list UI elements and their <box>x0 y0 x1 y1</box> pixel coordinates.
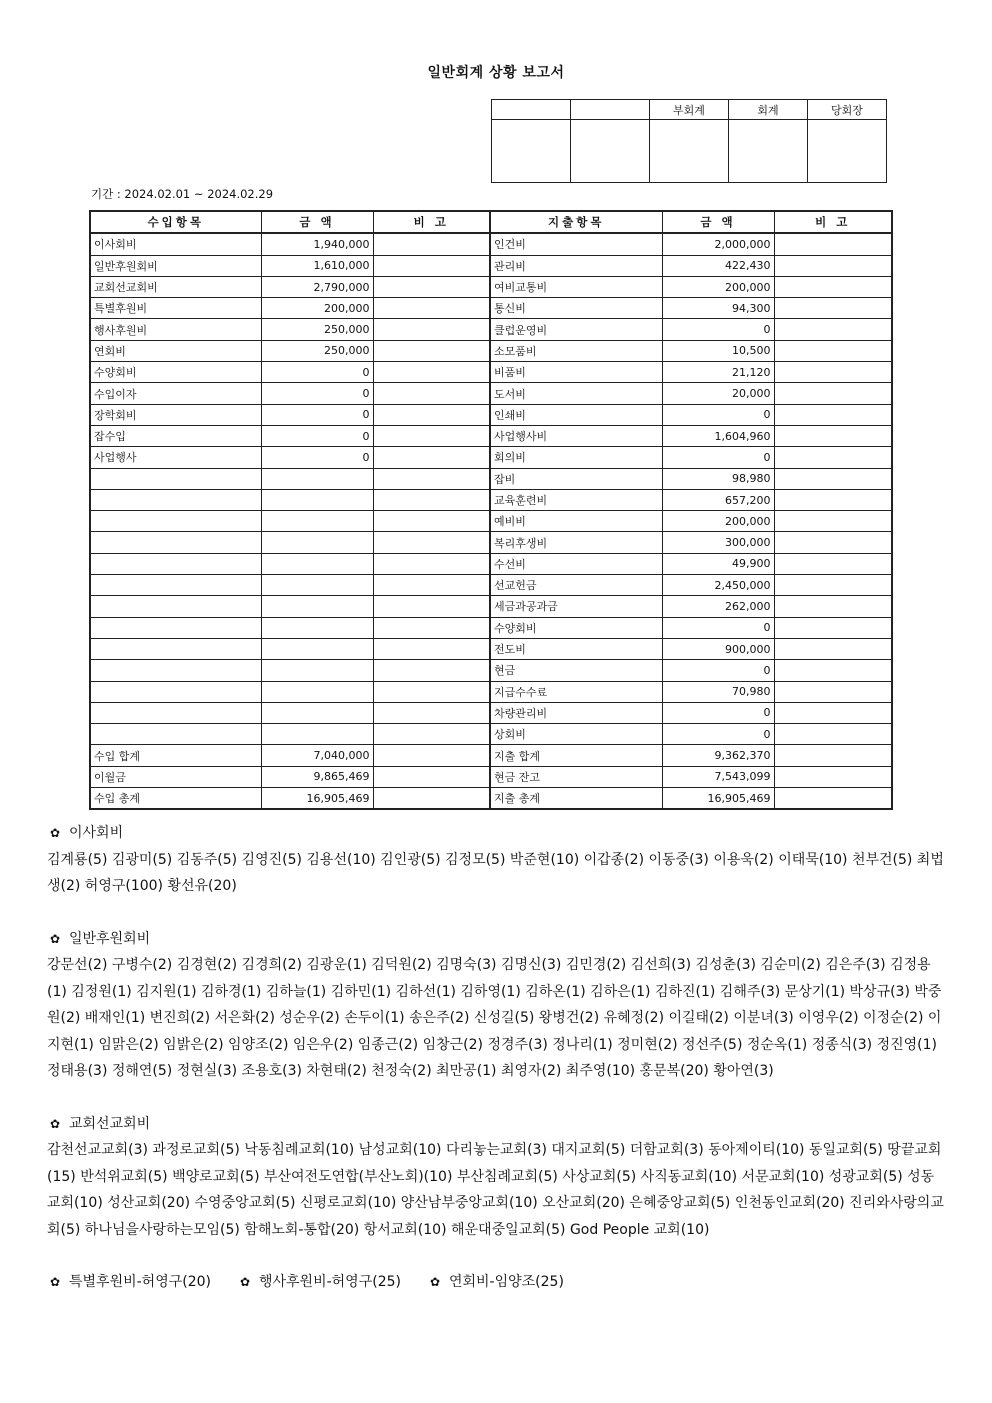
flower-icon: ✿ <box>50 931 61 946</box>
table-row <box>90 233 892 255</box>
income-item-cell: 행사후원비 <box>90 319 261 340</box>
col-header-income-amount: 금 액 <box>261 211 373 233</box>
income-item-cell: 장학회비 <box>90 404 261 425</box>
expense-amount-cell: 900,000 <box>662 638 774 659</box>
income-amount-cell: 200,000 <box>261 298 373 319</box>
income-note-cell <box>373 468 490 489</box>
table-row <box>90 468 892 489</box>
table-row <box>90 404 892 425</box>
inline-note-item: 특별후원비-허영구(20) <box>69 1274 211 1290</box>
expense-note-cell <box>774 660 892 681</box>
expense-note-cell <box>774 255 892 276</box>
note-body: 강문선(2) 구병수(2) 김경현(2) 김경희(2) 김광운(1) 김덕원(2) 김명숙(3) 김명신(3) 김민경(2) 김선희(3) 김성춘(3) 김순미(2) 김은주(3) 김정용(1) 김정원(1) 김지원(1) 김하경(1) 김하늘(1) 김하민(1) 김하선(1) 김하영(1) 김하온(1) 김하은(1) 김하진(1) 김해주(3) 문상기(1) 박상규(3) 박중원(2) 배재인(1) 변진희(2) 서은화(2) 성순우(2) 손두이(1) 송은주(2) 신성길(5) 왕병건(2) 유혜정(2) 이길태(2) 이분녀(3) 이영우(2) 이정순(2) 이지현(1) 임맑은(2) 임밝은(2) 임양조(2) 임은우(2) 임종근(2) 임창근(2) 정경주(3) 정나리(1) 정미현(2) 정선주(5) 정순옥(1) 정종식(3) 정진영(1) 정태용(3) 정해연(5) 정현실(3) 조용호(3) 차현태(2) 천정숙(2) 최만공(1) 최영자(2) 최주영(10) 홍문복(20) 황아연(3) <box>47 957 942 1079</box>
expense-amount-cell: 98,980 <box>662 468 774 489</box>
table-row <box>90 447 892 468</box>
approval-sign-cell <box>571 120 650 183</box>
expense-note-cell <box>774 383 892 404</box>
income-item-cell: 잡수입 <box>90 425 261 446</box>
income-note-cell <box>373 489 490 510</box>
expense-note-cell <box>774 425 892 446</box>
expense-amount-cell: 200,000 <box>662 511 774 532</box>
table-row <box>90 489 892 510</box>
expense-item-cell: 도서비 <box>490 383 662 404</box>
income-amount-cell: 250,000 <box>261 319 373 340</box>
table-row <box>90 425 892 446</box>
table-row <box>90 340 892 361</box>
flower-icon: ✿ <box>50 826 61 840</box>
expense-note-cell <box>774 553 892 574</box>
income-item-cell: 수입이자 <box>90 383 261 404</box>
income-item-cell <box>90 532 261 553</box>
income-item-cell: 이월금 <box>90 766 261 787</box>
income-item-cell <box>90 553 261 574</box>
income-item-cell <box>90 596 261 617</box>
table-row <box>90 511 892 532</box>
income-note-cell <box>373 532 490 553</box>
income-amount-cell: 16,905,469 <box>261 788 373 810</box>
expense-note-cell <box>774 298 892 319</box>
table-row <box>90 617 892 638</box>
income-note-cell <box>373 553 490 574</box>
table-row <box>90 553 892 574</box>
expense-note-cell <box>774 489 892 510</box>
table-row <box>90 319 892 340</box>
expense-amount-cell: 49,900 <box>662 553 774 574</box>
inline-notes <box>47 1269 947 1296</box>
expense-amount-cell: 200,000 <box>662 276 774 297</box>
note-heading-label: 이사회비 <box>69 825 124 841</box>
flower-icon: ✿ <box>50 1275 61 1289</box>
income-amount-cell: 0 <box>261 383 373 404</box>
income-item-cell: 특별후원비 <box>90 298 261 319</box>
income-amount-cell <box>261 553 373 574</box>
page-title: 일반회계 상황 보고서 <box>427 65 565 81</box>
expense-item-cell: 현금 <box>490 660 662 681</box>
table-row <box>90 255 892 276</box>
approval-sign-cell <box>492 120 571 183</box>
approval-header: 회계 <box>729 100 808 120</box>
notes-section <box>47 820 947 1296</box>
income-amount-cell: 0 <box>261 447 373 468</box>
approval-sign-cell <box>808 120 887 183</box>
income-item-cell: 일반후원회비 <box>90 255 261 276</box>
expense-note-cell <box>774 404 892 425</box>
income-note-cell <box>373 511 490 532</box>
income-amount-cell: 1,610,000 <box>261 255 373 276</box>
note-heading-label: 일반후원회비 <box>69 930 151 947</box>
expense-note-cell <box>774 681 892 702</box>
income-note-cell <box>373 702 490 723</box>
expense-item-cell: 통신비 <box>490 298 662 319</box>
expense-note-cell <box>774 596 892 617</box>
inline-note-item: 행사후원비-허영구(25) <box>258 1274 401 1290</box>
approval-header <box>492 100 571 120</box>
expense-note-cell <box>774 340 892 361</box>
expense-item-cell: 현금 잔고 <box>490 766 662 787</box>
expense-item-cell: 복리후생비 <box>490 532 662 553</box>
expense-amount-cell: 70,980 <box>662 681 774 702</box>
col-header-expense-note: 비 고 <box>774 211 892 233</box>
table-row <box>90 788 892 810</box>
expense-item-cell: 관리비 <box>490 255 662 276</box>
income-amount-cell <box>261 575 373 596</box>
income-item-cell <box>90 702 261 723</box>
note-heading <box>47 1111 947 1138</box>
note-heading <box>47 820 947 847</box>
expense-amount-cell: 0 <box>662 660 774 681</box>
expense-amount-cell: 0 <box>662 319 774 340</box>
expense-amount-cell: 1,604,960 <box>662 425 774 446</box>
flower-icon: ✿ <box>239 1275 251 1289</box>
table-row <box>90 596 892 617</box>
income-amount-cell: 7,040,000 <box>261 745 373 766</box>
table-row <box>90 575 892 596</box>
expense-amount-cell: 20,000 <box>662 383 774 404</box>
income-note-cell <box>373 638 490 659</box>
note-heading-label: 교회선교회비 <box>69 1115 151 1132</box>
expense-note-cell <box>774 702 892 723</box>
expense-note-cell <box>774 319 892 340</box>
table-row <box>90 702 892 723</box>
col-header-expense-item: 지출항목 <box>490 211 662 233</box>
income-note-cell <box>373 788 490 810</box>
expense-amount-cell: 7,543,099 <box>662 766 774 787</box>
income-amount-cell <box>261 681 373 702</box>
table-row <box>90 298 892 319</box>
flower-icon: ✿ <box>50 1116 61 1131</box>
expense-amount-cell: 0 <box>662 617 774 638</box>
expense-amount-cell: 9,362,370 <box>662 745 774 766</box>
income-amount-cell: 250,000 <box>261 340 373 361</box>
expense-item-cell: 인쇄비 <box>490 404 662 425</box>
expense-amount-cell: 16,905,469 <box>662 788 774 810</box>
expense-amount-cell: 0 <box>662 724 774 745</box>
expense-item-cell: 클럽운영비 <box>490 319 662 340</box>
expense-item-cell: 교육훈련비 <box>490 489 662 510</box>
col-header-income-item: 수입항목 <box>90 211 261 233</box>
expense-item-cell: 선교헌금 <box>490 575 662 596</box>
income-item-cell <box>90 660 261 681</box>
ledger-table <box>89 210 893 810</box>
expense-note-cell <box>774 447 892 468</box>
income-amount-cell <box>261 660 373 681</box>
expense-amount-cell: 0 <box>662 404 774 425</box>
income-item-cell <box>90 575 261 596</box>
income-amount-cell <box>261 617 373 638</box>
approval-sign-cell <box>729 120 808 183</box>
table-row <box>90 532 892 553</box>
expense-note-cell <box>774 638 892 659</box>
income-amount-cell: 2,790,000 <box>261 276 373 297</box>
income-amount-cell <box>261 702 373 723</box>
note-heading <box>47 926 947 953</box>
expense-amount-cell: 300,000 <box>662 532 774 553</box>
approval-header: 당회장 <box>808 100 887 120</box>
income-amount-cell <box>261 724 373 745</box>
income-item-cell <box>90 617 261 638</box>
expense-item-cell: 세금과공과금 <box>490 596 662 617</box>
income-amount-cell <box>261 532 373 553</box>
income-item-cell: 연회비 <box>90 340 261 361</box>
approval-header: 부회계 <box>650 100 729 120</box>
income-amount-cell: 9,865,469 <box>261 766 373 787</box>
report-period: 기간 : 2024.02.01 ~ 2024.02.29 <box>91 187 274 201</box>
expense-item-cell: 잡비 <box>490 468 662 489</box>
income-note-cell <box>373 575 490 596</box>
income-item-cell <box>90 511 261 532</box>
expense-item-cell: 지출 총계 <box>490 788 662 810</box>
note-body: 감천선교교회(3) 과정로교회(5) 낙동침례교회(10) 남성교회(10) 다리놓는교회(3) 대지교회(5) 더함교회(3) 동아제이티(10) 동일교회(5) 땅끝교회(15) 반석위교회(5) 백양로교회(5) 부산여전도연합(부산노회)(10) 부산침례교회(5) 사상교회(5) 사직동교회(10) 서문교회(10) 성광교회(5) 성동교회(10) 성산교회(20) 수영중앙교회(5) 신평로교회(10) 양산남부중앙교회(10) 오산교회(20) 은혜중앙교회(5) 인천동인교회(20) 진리와사랑의교회(5) 하나님을사랑하는모임(5) 함해노회-통합(20) 항서교회(10) 해운대중일교회(5) God People 교회(10) <box>47 1142 944 1238</box>
expense-note-cell <box>774 575 892 596</box>
income-note-cell <box>373 766 490 787</box>
expense-item-cell: 비품비 <box>490 362 662 383</box>
table-row <box>90 660 892 681</box>
expense-item-cell: 소모품비 <box>490 340 662 361</box>
expense-note-cell <box>774 362 892 383</box>
table-row <box>90 362 892 383</box>
expense-item-cell: 인건비 <box>490 233 662 255</box>
expense-item-cell: 여비교통비 <box>490 276 662 297</box>
income-note-cell <box>373 660 490 681</box>
income-amount-cell <box>261 511 373 532</box>
col-header-expense-amount: 금 액 <box>662 211 774 233</box>
income-amount-cell <box>261 468 373 489</box>
approval-header <box>571 100 650 120</box>
income-note-cell <box>373 340 490 361</box>
approval-sign-cell <box>650 120 729 183</box>
expense-amount-cell: 21,120 <box>662 362 774 383</box>
income-note-cell <box>373 255 490 276</box>
note-body: 김계룡(5) 김광미(5) 김동주(5) 김영진(5) 김용선(10) 김인광(5) 김정모(5) 박준현(10) 이갑종(2) 이동중(3) 이용욱(2) 이태묵(10) 천부건(5) 최법생(2) 허영구(100) 황선유(20) <box>47 851 944 894</box>
income-note-cell <box>373 383 490 404</box>
income-item-cell <box>90 468 261 489</box>
income-note-cell <box>373 596 490 617</box>
expense-note-cell <box>774 788 892 810</box>
expense-amount-cell: 2,000,000 <box>662 233 774 255</box>
expense-note-cell <box>774 724 892 745</box>
expense-note-cell <box>774 233 892 255</box>
expense-item-cell: 회의비 <box>490 447 662 468</box>
income-note-cell <box>373 724 490 745</box>
income-note-cell <box>373 319 490 340</box>
expense-note-cell <box>774 511 892 532</box>
income-note-cell <box>373 404 490 425</box>
income-item-cell <box>90 681 261 702</box>
table-row <box>90 383 892 404</box>
income-note-cell <box>373 425 490 446</box>
expense-amount-cell: 422,430 <box>662 255 774 276</box>
income-note-cell <box>373 447 490 468</box>
income-note-cell <box>373 745 490 766</box>
income-item-cell: 수입 합계 <box>90 745 261 766</box>
expense-item-cell: 차량관리비 <box>490 702 662 723</box>
expense-amount-cell: 10,500 <box>662 340 774 361</box>
income-amount-cell: 0 <box>261 425 373 446</box>
expense-amount-cell: 94,300 <box>662 298 774 319</box>
table-row <box>90 724 892 745</box>
expense-note-cell <box>774 617 892 638</box>
income-item-cell <box>90 638 261 659</box>
col-header-income-note: 비 고 <box>373 211 490 233</box>
expense-note-cell <box>774 468 892 489</box>
expense-item-cell: 전도비 <box>490 638 662 659</box>
income-item-cell: 교회선교회비 <box>90 276 261 297</box>
expense-item-cell: 예비비 <box>490 511 662 532</box>
income-amount-cell: 0 <box>261 362 373 383</box>
expense-item-cell: 상회비 <box>490 724 662 745</box>
income-note-cell <box>373 276 490 297</box>
expense-note-cell <box>774 766 892 787</box>
income-amount-cell <box>261 489 373 510</box>
expense-item-cell: 수선비 <box>490 553 662 574</box>
expense-item-cell: 수양회비 <box>490 617 662 638</box>
expense-note-cell <box>774 276 892 297</box>
expense-note-cell <box>774 745 892 766</box>
expense-item-cell: 지급수수료 <box>490 681 662 702</box>
table-row <box>90 638 892 659</box>
income-note-cell <box>373 362 490 383</box>
expense-amount-cell: 2,450,000 <box>662 575 774 596</box>
expense-amount-cell: 0 <box>662 447 774 468</box>
expense-item-cell: 지출 합계 <box>490 745 662 766</box>
expense-item-cell: 사업행사비 <box>490 425 662 446</box>
table-row <box>90 276 892 297</box>
table-row <box>90 681 892 702</box>
income-note-cell <box>373 617 490 638</box>
income-item-cell <box>90 724 261 745</box>
expense-amount-cell: 262,000 <box>662 596 774 617</box>
income-amount-cell: 1,940,000 <box>261 233 373 255</box>
expense-amount-cell: 657,200 <box>662 489 774 510</box>
income-amount-cell <box>261 638 373 659</box>
expense-amount-cell: 0 <box>662 702 774 723</box>
expense-note-cell <box>774 532 892 553</box>
income-note-cell <box>373 298 490 319</box>
income-item-cell: 사업행사 <box>90 447 261 468</box>
income-item-cell <box>90 489 261 510</box>
table-row <box>90 766 892 787</box>
income-item-cell: 수양회비 <box>90 362 261 383</box>
income-note-cell <box>373 681 490 702</box>
table-row <box>90 745 892 766</box>
approval-box <box>491 99 887 183</box>
income-amount-cell <box>261 596 373 617</box>
flower-icon: ✿ <box>429 1275 441 1289</box>
income-note-cell <box>373 233 490 255</box>
inline-note-item: 연회비-임양조(25) <box>448 1274 564 1290</box>
income-amount-cell: 0 <box>261 404 373 425</box>
income-item-cell: 수입 총계 <box>90 788 261 810</box>
income-item-cell: 이사회비 <box>90 233 261 255</box>
